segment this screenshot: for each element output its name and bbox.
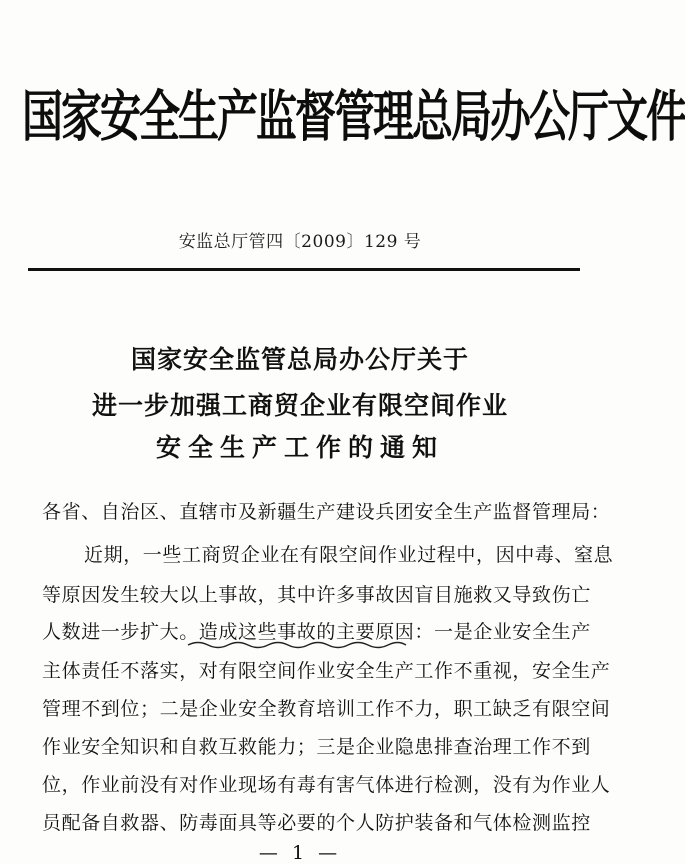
- salutation: 各省、自治区、直辖市及新疆生产建设兵团安全生产监督管理局：: [42, 501, 611, 523]
- page-number: — 1 —: [258, 842, 342, 864]
- body-line: 管理不到位；二是企业安全教育培训工作不力，职工缺乏有限空间: [42, 698, 611, 720]
- handwritten-underline: [186, 639, 408, 649]
- notice-title-line-1: 国家安全监管总局办公厅关于: [130, 345, 469, 374]
- document-number: 安监总厅管四〔2009〕129 号: [178, 232, 422, 252]
- body-line: 员配备自救器、防毒面具等必要的个人防护装备和气体检测监控: [42, 812, 591, 834]
- body-line: 近期，一些工商贸企业在有限空间作业过程中，因中毒、窒息: [84, 544, 614, 566]
- body-line: 作业安全知识和自救互救能力；三是企业隐患排查治理工作不到: [42, 736, 591, 758]
- body-line: 位，作业前没有对作业现场有毒有害气体进行检测，没有为作业人: [42, 774, 611, 796]
- agency-masthead: 国家安全生产监督管理总局办公厅文件: [22, 84, 685, 149]
- body-line: 主体责任不落实，对有限空间作业安全生产工作不重视，安全生产: [42, 660, 611, 682]
- notice-title-line-2: 进一步加强工商贸企业有限空间作业: [91, 391, 508, 420]
- body-line: 人数进一步扩大。造成这些事故的主要原因：一是企业安全生产: [42, 621, 591, 643]
- body-line: 等原因发生较大以上事故，其中许多事故因盲目施救又导致伤亡: [42, 584, 591, 606]
- notice-title-line-3: 安全生产工作的通知: [155, 433, 444, 462]
- header-divider: [28, 268, 580, 271]
